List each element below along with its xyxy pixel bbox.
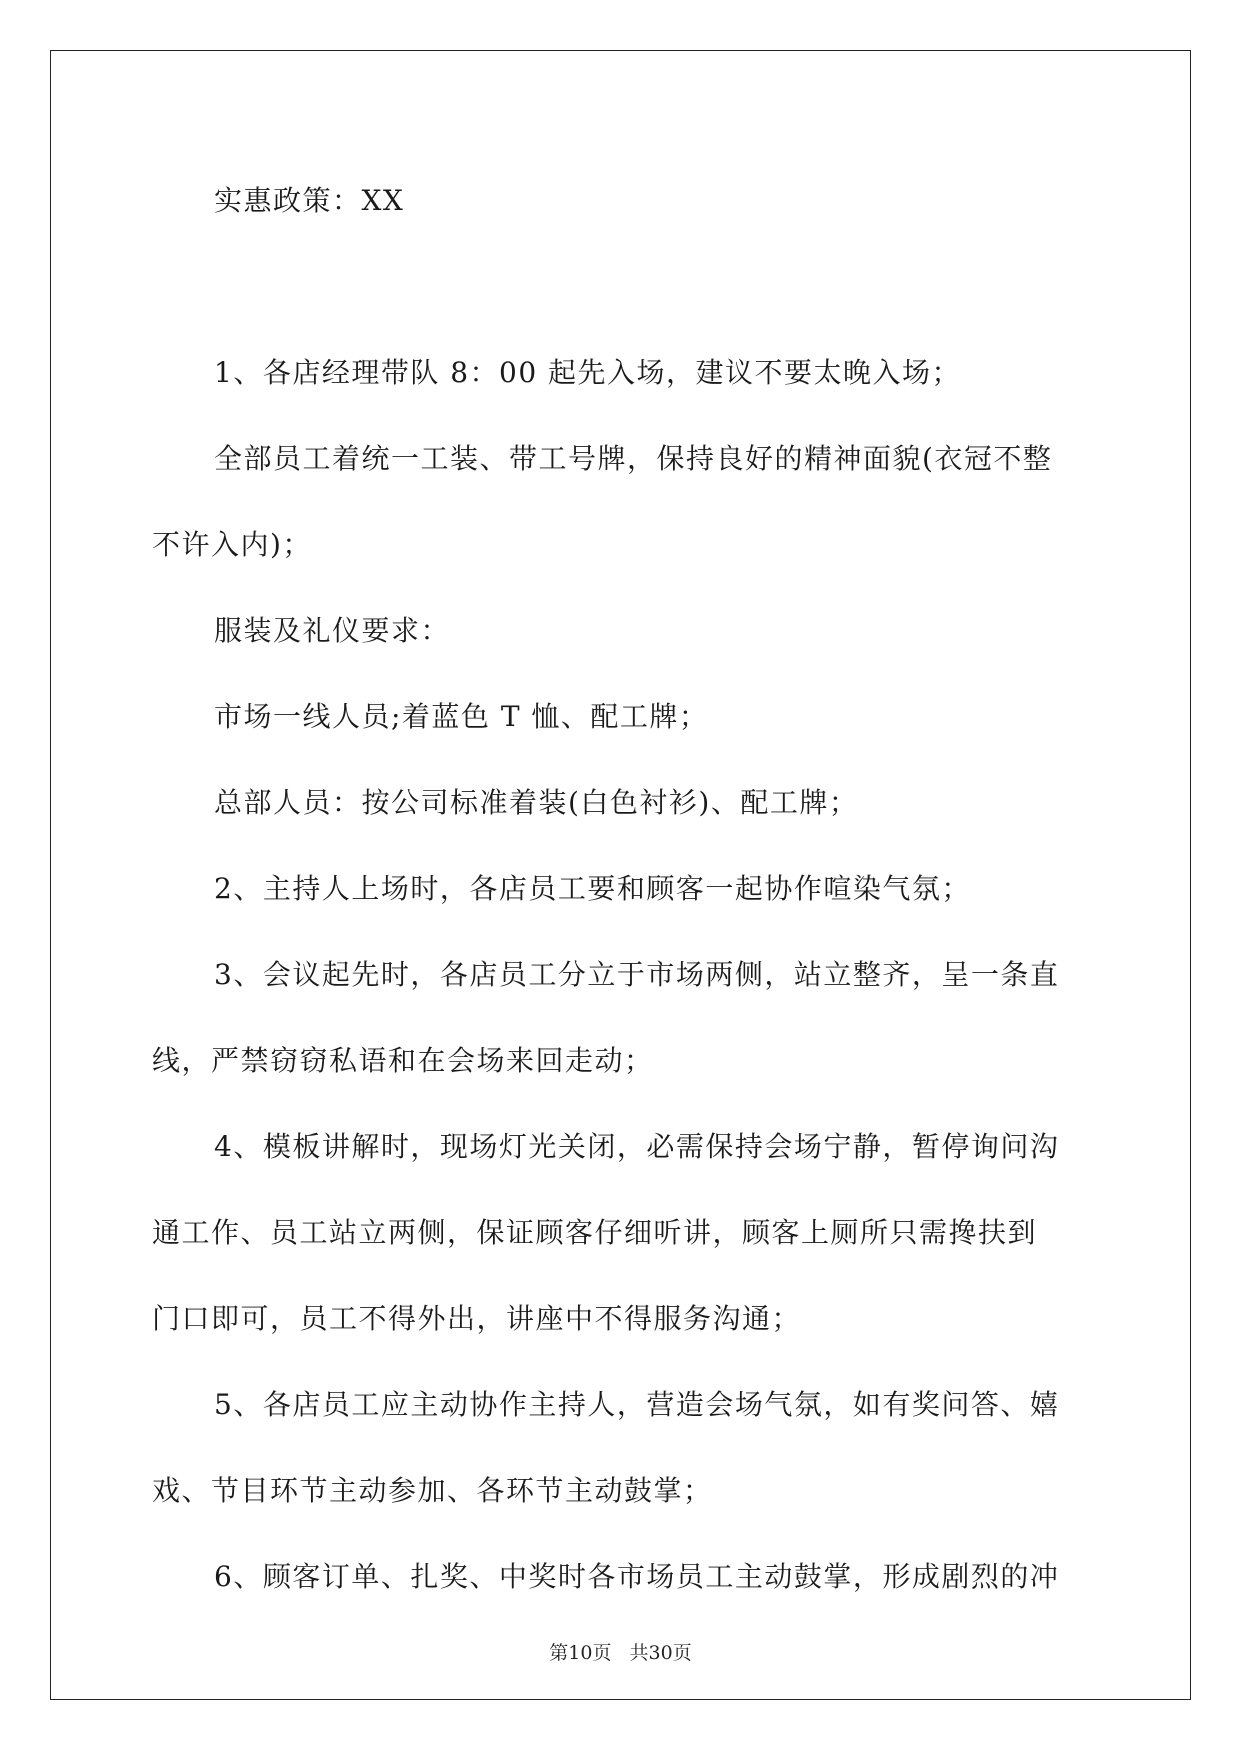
text-line: 1、各店经理带队 8：00 起先入场，建议不要太晚入场；: [214, 356, 962, 389]
page-footer: [0, 1638, 1241, 1665]
text-line: 线，严禁窃窃私语和在会场来回走动；: [152, 1044, 654, 1077]
text-line: 市场一线人员;着蓝色 T 恤、配工牌；: [214, 700, 709, 733]
text-line: 6、顾客订单、扎奖、中奖时各市场员工主动鼓掌，形成剧烈的冲: [214, 1560, 1060, 1593]
text-line: 总部人员：按公司标准着装(白色衬衫)、配工牌；: [214, 786, 859, 819]
text-line: 实惠政策：XX: [214, 184, 405, 217]
text-line: 门口即可，员工不得外出，讲座中不得服务沟通；: [152, 1302, 802, 1335]
text-line: 全部员工着统一工装、带工号牌，保持良好的精神面貌(衣冠不整: [214, 442, 1053, 475]
text-line: 5、各店员工应主动协作主持人，营造会场气氛，如有奖问答、嬉: [214, 1388, 1060, 1421]
page-total: 共30页: [629, 1642, 692, 1664]
text-line: 3、会议起先时，各店员工分立于市场两侧，站立整齐，呈一条直: [214, 958, 1060, 991]
text-line: 戏、节目环节主动参加、各环节主动鼓掌；: [152, 1474, 713, 1507]
text-line: 通工作、员工站立两侧，保证顾客仔细听讲，顾客上厕所只需搀扶到: [152, 1216, 1038, 1249]
text-line: 4、模板讲解时，现场灯光关闭，必需保持会场宁静，暂停询问沟: [214, 1130, 1060, 1163]
document-body: [152, 158, 1094, 1620]
page-number: 第10页: [549, 1642, 612, 1664]
text-line: 不许入内)；: [152, 528, 312, 561]
text-line: 2、主持人上场时，各店员工要和顾客一起协作喧染气氛；: [214, 872, 971, 905]
text-line: 服装及礼仪要求：: [214, 614, 451, 647]
blank-line: [152, 244, 1094, 330]
